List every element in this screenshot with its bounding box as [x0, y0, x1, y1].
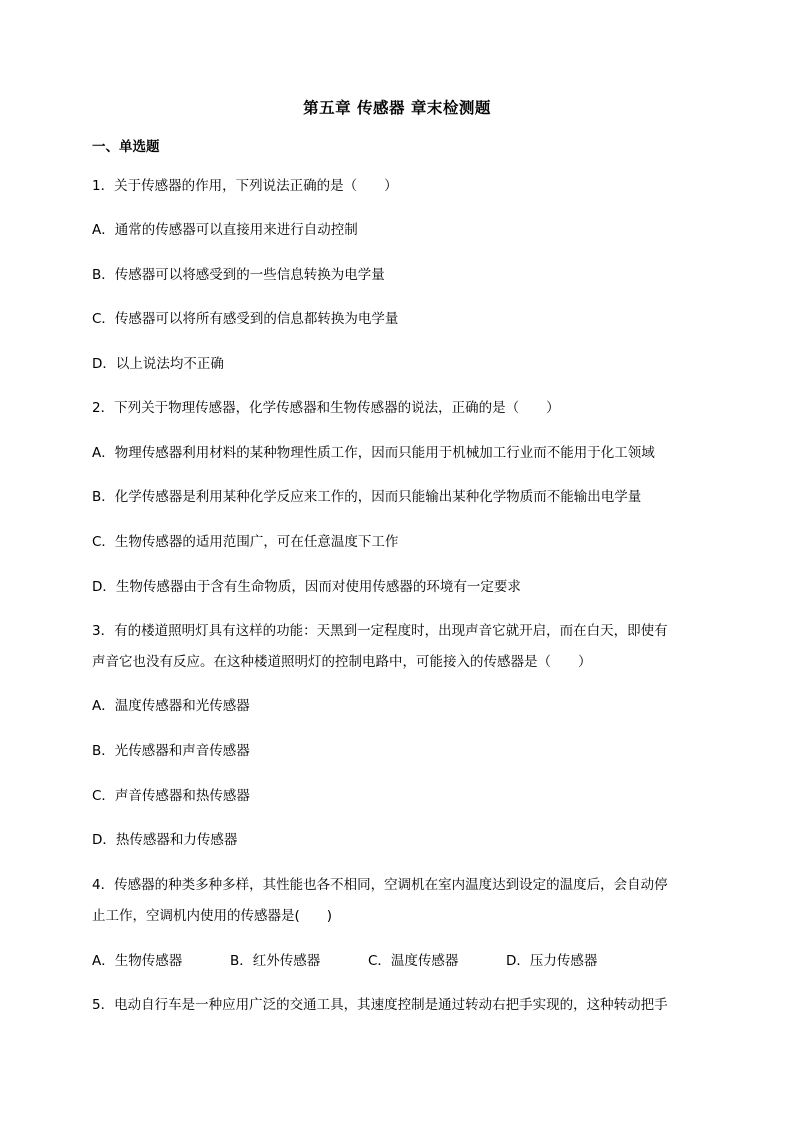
- section-heading: 一、单选题: [92, 139, 160, 155]
- question-1-option-b: B．传感器可以将感受到的一些信息转换为电学量: [92, 267, 385, 283]
- question-3-option-a: A．温度传感器和光传感器: [92, 698, 250, 714]
- question-3-stem-line-1: 3．有的楼道照明灯具有这样的功能：天黑到一定程度时，出现声音它就开启，而在白天，即使有: [92, 623, 668, 639]
- question-2-option-c: C．生物传感器的适用范围广，可在任意温度下工作: [92, 534, 399, 550]
- question-4-option-b: B．红外传感器: [230, 953, 321, 969]
- question-5-stem-line-1: 5．电动自行车是一种应用广泛的交通工具，其速度控制是通过转动右把手实现的，这种转动把手: [92, 997, 668, 1013]
- question-3-option-c: C．声音传感器和热传感器: [92, 788, 250, 804]
- question-4-options-row: [92, 951, 702, 971]
- question-1-option-a: A．通常的传感器可以直接用来进行自动控制: [92, 222, 358, 238]
- question-4-stem-line-2: 止工作，空调机内使用的传感器是( ): [92, 908, 333, 924]
- question-3-option-b: B．光传感器和声音传感器: [92, 743, 250, 759]
- question-4-option-c: C．温度传感器: [368, 953, 459, 969]
- question-1-option-c: C．传感器可以将所有感受到的信息都转换为电学量: [92, 311, 399, 327]
- question-4-stem-line-1: 4．传感器的种类多种多样，其性能也各不相同，空调机在室内温度达到设定的温度后，会自动停: [92, 877, 668, 893]
- question-4-option-a: A．生物传感器: [92, 953, 183, 969]
- question-3-stem-line-2: 声音它也没有反应。在这种楼道照明灯的控制电路中，可能接入的传感器是（ ）: [92, 654, 592, 670]
- question-2-option-d: D．生物传感器由于含有生命物质，因而对使用传感器的环境有一定要求: [92, 579, 521, 595]
- document-title: 第五章 传感器 章末检测题: [303, 99, 491, 117]
- question-3-option-d: D．热传感器和力传感器: [92, 832, 238, 848]
- question-1-stem: 1．关于传感器的作用，下列说法正确的是（ ）: [92, 178, 398, 194]
- question-2-option-a: A．物理传感器利用材料的某种物理性质工作，因而只能用于机械加工行业而不能用于化工领域: [92, 445, 655, 461]
- question-2-option-b: B．化学传感器是利用某种化学反应来工作的，因而只能输出某种化学物质而不能输出电学量: [92, 489, 642, 505]
- question-2-stem: 2．下列关于物理传感器，化学传感器和生物传感器的说法，正确的是（ ）: [92, 400, 560, 416]
- question-4-option-d: D．压力传感器: [506, 953, 598, 969]
- question-1-option-d: D．以上说法均不正确: [92, 356, 224, 372]
